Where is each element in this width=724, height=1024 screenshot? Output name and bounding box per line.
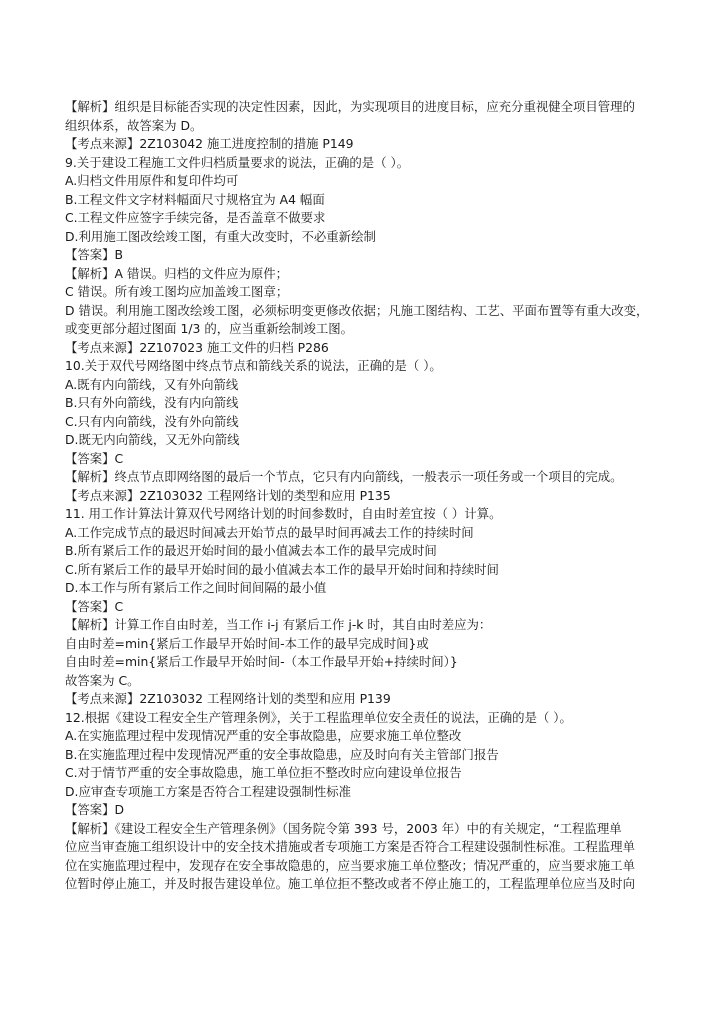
analysis-text: 位暂时停止施工，并及时报告建设单位。施工单位拒不整改或者不停止施工的，工程监理单位应当及时向 [65,876,635,891]
formula-line: 自由时差=min{紧后工作最早开始时间-本工作的最早完成时间}或 [65,635,429,651]
answer: 【答案】C [65,450,124,466]
option-b: B.所有紧后工作的最迟开始时间的最小值减去本工作的最早完成时间 [65,543,437,558]
option-b: B.在实施监理过程中发现情况严重的安全事故隐患，应及时向有关主管部门报告 [65,746,499,762]
option-c: C.工程文件应签字手续完备，是否盖章不做要求 [65,210,326,225]
document-page [65,98,665,894]
option-d: D.利用施工图改绘竣工图，有重大改变时，不必重新绘制 [65,228,376,244]
source-reference: 【考点来源】2Z103042 施工进度控制的措施 P149 [65,136,354,151]
analysis-text: 位应当审查施工组织设计中的安全技术措施或者专项施工方案是否符合工程建设强制性标准。工程监理单 [65,839,635,854]
analysis-text: 【解析】A 错误。归档的文件应为原件； [65,265,289,281]
option-b: B.工程文件文字材料幅面尺寸规格宜为 A4 幅面 [65,191,325,207]
option-a: A.归档文件用原件和复印件均可 [65,173,239,188]
answer: 【答案】B [65,247,124,262]
analysis-text: C 错误。所有竣工图均应加盖竣工图章； [65,284,289,299]
question-9: 9.关于建设工程施工文件归档质量要求的说法，正确的是（ ）。 [65,154,410,170]
analysis-text: 或变更部分超过图面 1/3 的，应当重新绘制竣工图。 [65,321,354,336]
source-reference: 【考点来源】2Z107023 施工文件的归档 P286 [65,339,329,355]
option-c: C.所有紧后工作的最早开始时间的最小值减去本工作的最早开始时间和持续时间 [65,561,499,577]
analysis-text: 【解析】计算工作自由时差，当工作 i-j 有紧后工作 j-k 时，其自由时差应为： [65,617,492,632]
option-d: D.既无内向箭线，又无外向箭线 [65,432,240,447]
option-a: A.既有内向箭线，又有外向箭线 [65,376,239,392]
question-11: 11. 用工作计算法计算双代号网络计划的时间参数时，自由时差宜按（ ）计算。 [65,506,502,521]
analysis-text: 【解析】终点节点即网络图的最后一个节点，它只有内向箭线，一般表示一项任务或一个项目的完成。 [65,469,623,484]
analysis-text: 组织体系，故答案为 D。 [65,117,203,133]
option-a: A.工作完成节点的最迟时间减去开始节点的最早时间再减去工作的持续时间 [65,524,474,540]
formula-line: 自由时差=min{紧后工作最早开始时间-（本工作最早开始+持续时间）} [65,654,458,669]
option-c: C.只有内向箭线，没有外向箭线 [65,413,239,429]
question-12: 12.根据《建设工程安全生产管理条例》，关于工程监理单位安全责任的说法，正确的是（ ）。 [65,709,572,725]
option-d: D.本工作与所有紧后工作之间时间间隔的最小值 [65,580,327,595]
answer: 【答案】C [65,598,124,614]
answer: 【答案】D [65,802,125,817]
option-c: C.对于情节严重的安全事故隐患，施工单位拒不整改时应向建设单位报告 [65,765,462,780]
source-reference: 【考点来源】2Z103032 工程网络计划的类型和应用 P135 [65,487,391,503]
option-b: B.只有外向箭线，没有内向箭线 [65,395,239,410]
analysis-text: 【解析】组织是目标能否实现的决定性因素，因此，为实现项目的进度目标，应充分重视健全项目管理的 [65,99,635,114]
option-a: A.在实施监理过程中发现情况严重的安全事故隐患，应要求施工单位整改 [65,728,462,743]
analysis-text: D 错误。利用施工图改绘竣工图，必须标明变更修改依据；凡施工图结构、工艺、平面布置等有重大改变， [65,302,649,318]
analysis-text: 位在实施监理过程中，发现存在安全事故隐患的，应当要求施工单位整改；情况严重的，应当要求施工单 [65,857,635,873]
source-reference: 【考点来源】2Z103032 工程网络计划的类型和应用 P139 [65,691,391,706]
analysis-text: 【解析】《建设工程安全生产管理条例》（国务院令第 393 号，2003 年）中的有关规定，“工程监理单 [65,820,622,836]
question-10: 10.关于双代号网络图中终点节点和箭线关系的说法，正确的是（ ）。 [65,358,442,373]
analysis-text: 故答案为 C。 [65,672,140,688]
option-d: D.应审查专项施工方案是否符合工程建设强制性标准 [65,783,352,799]
